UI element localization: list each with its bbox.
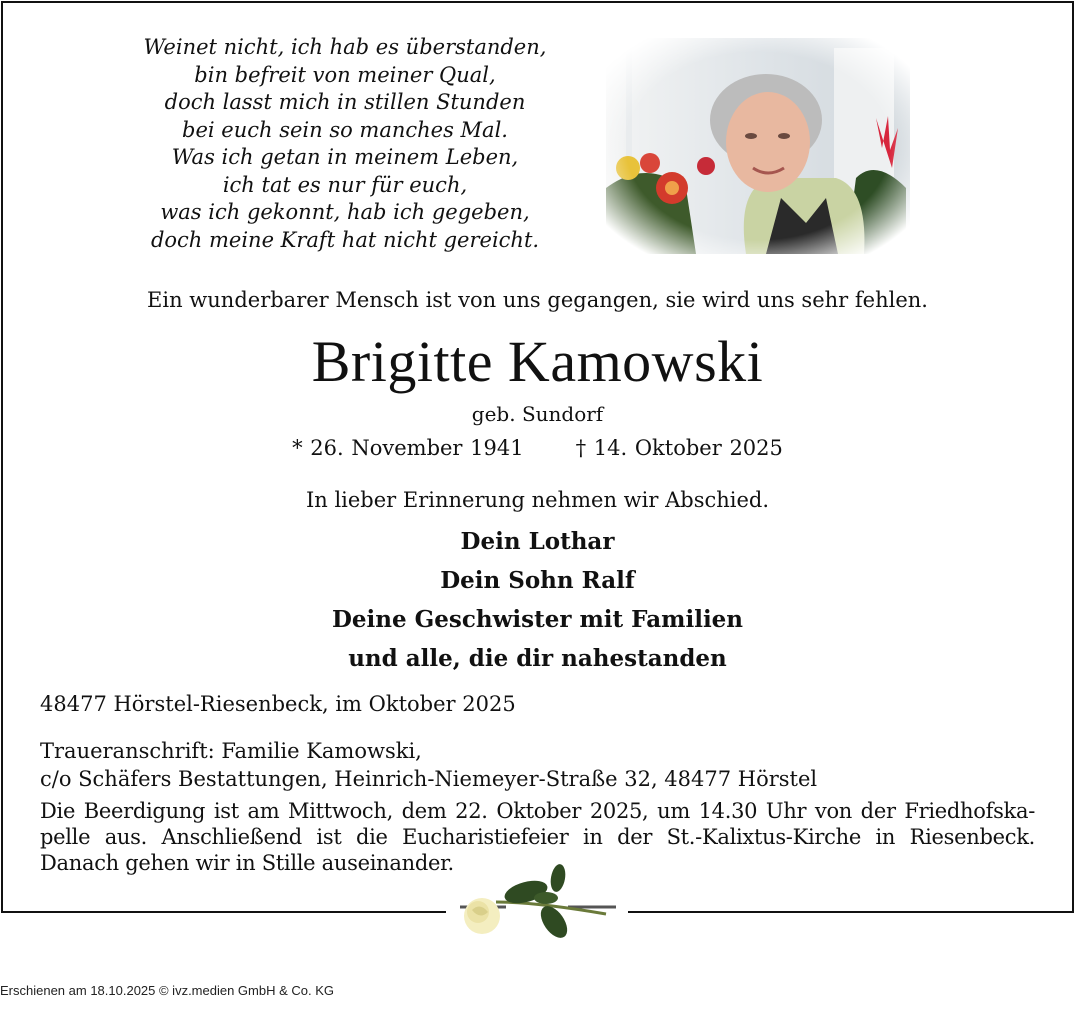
mourner: Dein Sohn Ralf — [440, 567, 635, 594]
death-date: † 14. Oktober 2025 — [575, 436, 783, 460]
portrait-photo — [606, 38, 910, 254]
deceased-name: Brigitte Kamowski — [311, 329, 764, 394]
poem-line: bin befreit von meiner Qual, — [194, 62, 496, 87]
rose-icon — [446, 862, 628, 946]
funeral-notice: Die Beerdigung ist am Mittwoch, dem 22. Oktober 2025, um 14.30 Uhr von der Friedhofska- pelle aus. Anschließend ist die Eucharistiefeier in der St.-Kalixtus-Kirche in Riesenbeck. Danach gehen wir in Stille auseinander. — [40, 799, 1035, 875]
poem-line: bei euch sein so manches Mal. — [182, 117, 508, 142]
birth-date: * 26. November 1941 — [292, 436, 524, 460]
mourner: Deine Geschwister mit Familien — [331, 606, 744, 633]
poem-line: doch meine Kraft hat nicht gereicht. — [150, 227, 540, 252]
poem-line: Weinet nicht, ich hab es überstanden, — [143, 35, 547, 59]
poem-line: was ich gekonnt, hab ich gegeben, — [160, 200, 530, 224]
poem-line: doch lasst mich in stillen Stunden — [164, 90, 526, 114]
address-line: c/o Schäfers Bestattungen, Heinrich-Niemeyer-Straße 32, 48477 Hörstel — [40, 767, 818, 791]
remembrance-line: In lieber Erinnerung nehmen wir Abschied. — [305, 488, 770, 512]
memorial-poem — [100, 34, 590, 254]
publication-footer: Erschienen am 18.10.2025 © ivz.medien GmbH & Co. KG — [0, 983, 335, 998]
mourner: Dein Lothar — [460, 528, 615, 555]
place-date: 48477 Hörstel-Riesenbeck, im Oktober 2025 — [40, 692, 516, 716]
mourner: und alle, die dir nahestanden — [348, 645, 727, 672]
life-dates — [0, 436, 1075, 460]
poem-line: Was ich getan in meinem Leben, — [171, 145, 519, 169]
intro-sentence: Ein wunderbarer Mensch ist von uns gegangen, sie wird uns sehr fehlen. — [147, 288, 928, 312]
mourning-address — [40, 737, 817, 793]
address-line: Traueranschrift: Familie Kamowski, — [40, 739, 422, 763]
birth-name: geb. Sundorf — [471, 402, 604, 426]
poem-line: ich tat es nur für euch, — [222, 172, 468, 197]
mourners-list — [0, 522, 1075, 678]
